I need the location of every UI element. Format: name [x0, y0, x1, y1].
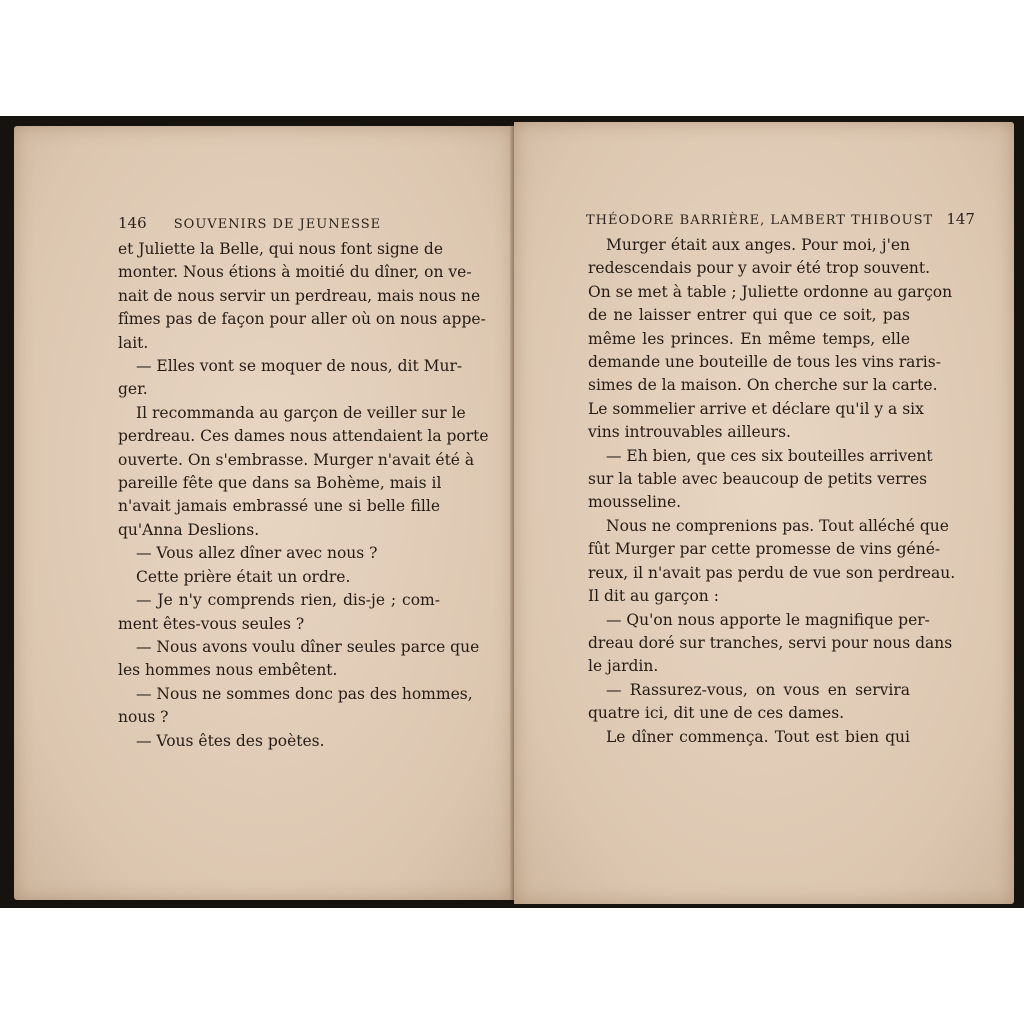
text-line: fût Murger par cette promesse de vins géné- — [588, 540, 941, 559]
text-line: — Vous allez dîner avec nous ? — [136, 544, 378, 563]
text-line: redescendais pour y avoir été trop souvent. — [588, 259, 931, 278]
text-line: n'avait jamais embrassé une si belle fille — [118, 497, 440, 516]
text-line: ment êtes-vous seules ? — [118, 614, 305, 633]
text-line: Le dîner commença. Tout est bien qui — [606, 727, 910, 746]
text-line: Il dit au garçon : — [588, 587, 719, 606]
text-line: — Qu'on nous apporte le magnifique per- — [606, 610, 930, 629]
text-line: Cette prière était un ordre. — [136, 567, 351, 586]
text-line: quatre ici, dit une de ces dames. — [588, 704, 845, 723]
text-line: Nous ne comprenions pas. Tout alléché que — [606, 516, 949, 535]
text-line: demande une bouteille de tous les vins raris- — [588, 353, 941, 372]
text-line: nait de nous servir un perdreau, mais nous ne — [118, 286, 481, 305]
text-line: simes de la maison. On cherche sur la carte. — [588, 376, 938, 395]
text-line: vins introuvables ailleurs. — [588, 423, 791, 442]
text-line: — Nous avons voulu dîner seules parce que — [136, 637, 480, 656]
text-line: — Rassurez-vous, on vous en servira — [606, 680, 910, 699]
text-line: dreau doré sur tranches, servi pour nous dans — [588, 633, 953, 652]
text-line: de ne laisser entrer qui que ce soit, pas — [588, 306, 910, 325]
text-line: le jardin. — [588, 657, 659, 676]
text-line: fîmes pas de façon pour aller où on nous appe- — [118, 310, 486, 329]
text-line: — Vous êtes des poètes. — [136, 731, 325, 750]
left-page-text — [118, 238, 489, 753]
text-line: les hommes nous embêtent. — [118, 661, 338, 680]
text-line: — Je n'y comprends rien, dis-je ; com- — [136, 591, 440, 610]
text-line: pareille fête que dans sa Bohème, mais il — [118, 474, 442, 493]
text-line: perdreau. Ces dames nous attendaient la porte — [118, 427, 489, 446]
text-line: reux, il n'avait pas perdu de vue son perdreau. — [588, 563, 956, 582]
text-line: et Juliette la Belle, qui nous font signe de — [118, 240, 443, 258]
text-line: lait. — [118, 333, 149, 352]
text-line: qu'Anna Deslions. — [118, 520, 260, 539]
text-line: même les princes. En même temps, elle — [588, 329, 910, 348]
running-title: SOUVENIRS DE JEUNESSE — [173, 217, 382, 232]
left-page-header — [118, 214, 381, 232]
right-page-text — [588, 234, 956, 749]
text-line: sur la table avec beaucoup de petits verres — [588, 470, 928, 489]
right-page — [514, 122, 1014, 904]
text-line: mousseline. — [588, 493, 682, 512]
text-line: — Elles vont se moquer de nous, dit Mur- — [136, 357, 463, 376]
text-line: ouverte. On s'embrasse. Murger n'avait été à — [118, 450, 475, 469]
text-line: Murger était aux anges. Pour moi, j'en — [606, 236, 910, 254]
text-line: — Eh bien, que ces six bouteilles arrivent — [606, 446, 933, 465]
left-page — [14, 126, 514, 900]
text-line: Il recommanda au garçon de veiller sur le — [136, 403, 466, 422]
book-scan — [0, 116, 1024, 908]
running-title: THÉODORE BARRIÈRE, LAMBERT THIBOUST — [586, 213, 934, 228]
text-line: monter. Nous étions à moitié du dîner, on ve- — [118, 263, 472, 282]
text-line: Le sommelier arrive et déclare qu'il y a six — [588, 399, 924, 418]
text-line: — Nous ne sommes donc pas des hommes, — [136, 684, 473, 703]
page-number: 146 — [118, 214, 147, 232]
text-line: On se met à table ; Juliette ordonne au garçon — [588, 282, 953, 301]
right-page-header — [586, 210, 975, 228]
page-number: 147 — [946, 210, 975, 228]
text-line: ger. — [118, 380, 148, 399]
text-line: nous ? — [118, 708, 169, 727]
